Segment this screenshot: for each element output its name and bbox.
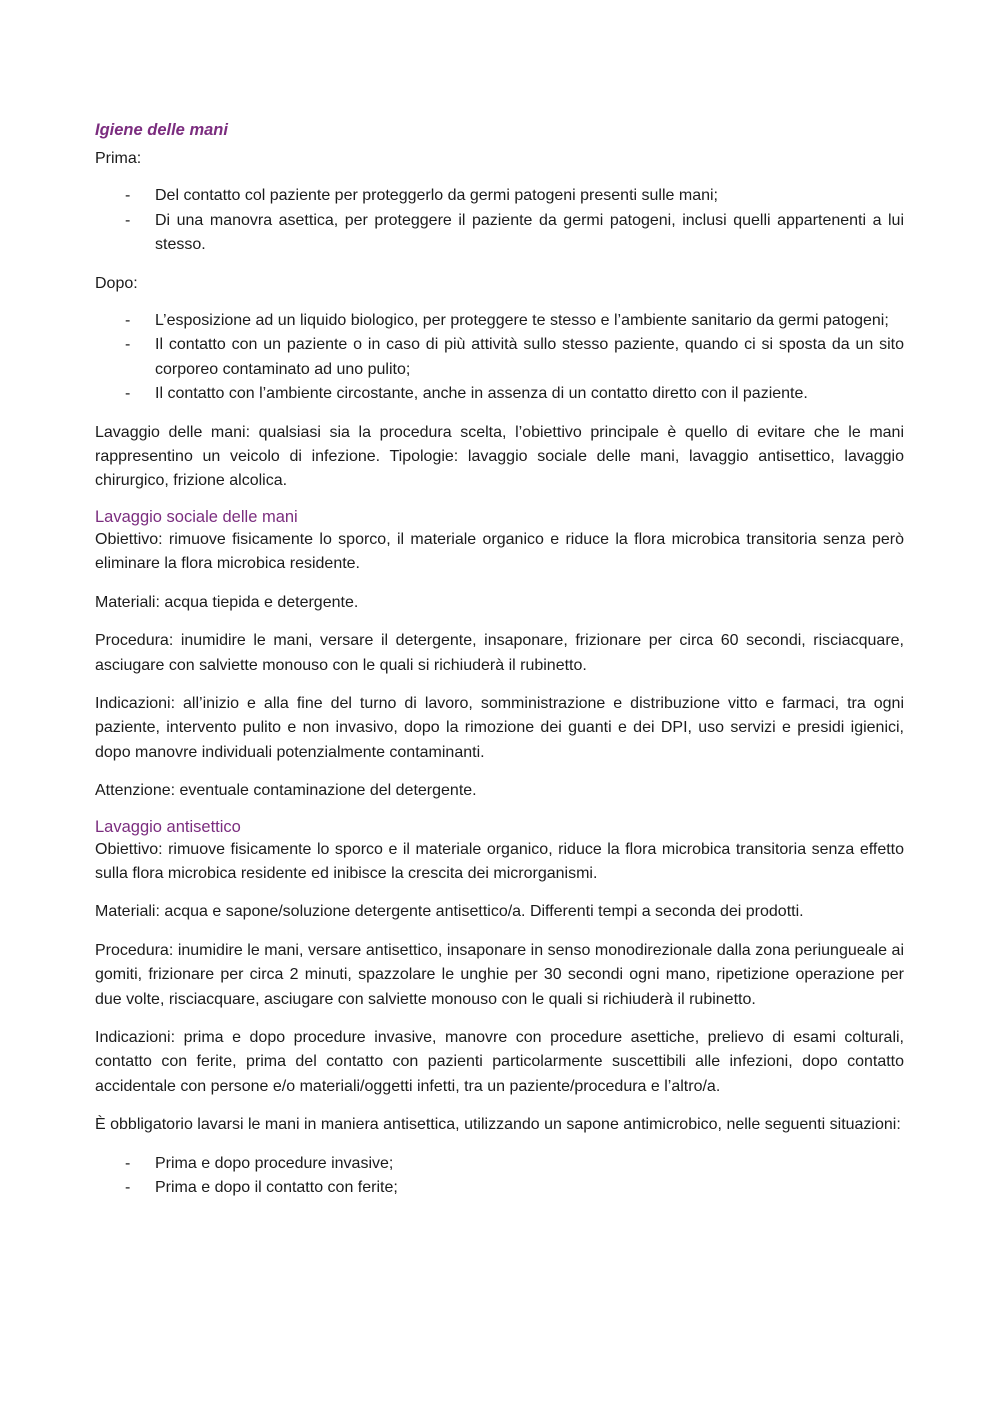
antisettico-obbligo: È obbligatorio lavarsi le mani in maniera antisettica, utilizzando un sapone antimicrobico, nelle seguenti situazioni: xyxy=(95,1116,901,1134)
dopo-label: Dopo: xyxy=(95,274,138,292)
dash-bullet: - xyxy=(125,385,131,403)
dash-bullet: - xyxy=(125,1154,131,1172)
list-item: - Prima e dopo procedure invasive; xyxy=(95,1152,904,1176)
sociale-materiali: Materiali: acqua tiepida e detergente. xyxy=(95,593,359,611)
dash-bullet: - xyxy=(125,1179,131,1196)
dash-bullet: - xyxy=(125,211,131,229)
dash-bullet: - xyxy=(125,187,131,205)
list-item: - Del contatto col paziente per proteggerlo da germi patogeni presenti sulle mani; xyxy=(95,184,904,208)
sociale-indicazioni: Indicazioni: all’inizio e alla fine del turno di lavoro, somministrazione e distribuzione vitto e farmaci, tra ogni paziente, intervento pulito e non invasivo, dopo la rimozione dei guanti e dei DPI, uso servizi e presidi igienici, dopo manovre individuali potenzialmente contaminanti. xyxy=(95,694,904,761)
antisettico-materiali: Materiali: acqua e sapone/soluzione detergente antisettico/a. Differenti tempi a seconda dei prodotti. xyxy=(95,903,804,921)
antisettico-obiettivo: Obiettivo: rimuove fisicamente lo sporco e il materiale organico, riduce la flora microbica transitoria senza effetto sulla flora microbica residente ed inibisce la crescita dei microrganismi. xyxy=(95,840,904,882)
antisettico-procedura: Procedura: inumidire le mani, versare antisettico, insaponare in senso monodirezionale dalla zona periungueale ai gomiti, frizionare per circa 2 minuti, spazzolare le unghie per 30 secondi ogni mano, ripetizione operazione per due volte, risciacquare, asciugare con salviette monouso con le quali si richiuderà il rubinetto. xyxy=(95,941,904,1008)
list-item: - L’esposizione ad un liquido biologico, per proteggere te stesso e l’ambiente sanitario da germi patogeni; xyxy=(95,309,904,333)
list-item: - Il contatto con un paziente o in caso di più attività sullo stesso paziente, quando ci si sposta da un sito corporeo contaminato ad uno pulito; xyxy=(95,333,904,382)
prima-list xyxy=(95,184,904,257)
sociale-obiettivo: Obiettivo: rimuove fisicamente lo sporco, il materiale organico e riduce la flora microbica transitoria senza però eliminare la flora microbica residente. xyxy=(95,530,904,573)
page-title: Igiene delle mani xyxy=(95,121,228,139)
prima-label: Prima: xyxy=(95,150,142,167)
list-item: - Prima e dopo il contatto con ferite; xyxy=(95,1176,904,1200)
list-item: - Il contatto con l’ambiente circostante, anche in assenza di un contatto diretto con il paziente. xyxy=(95,382,904,406)
lavaggio-intro: Lavaggio delle mani: qualsiasi sia la procedura scelta, l’obiettivo principale è quello di evitare che le mani rappresentino un veicolo di infezione. Tipologie: lavaggio sociale delle mani, lavaggio antisettico, lavaggio chirurgico, frizione alcolica. xyxy=(95,423,904,490)
dash-bullet: - xyxy=(125,312,131,330)
section-heading-sociale: Lavaggio sociale delle mani xyxy=(95,507,298,526)
sociale-attenzione: Attenzione: eventuale contaminazione del detergente. xyxy=(95,782,477,800)
list-item: - Di una manovra asettica, per proteggere il paziente da germi patogeni, inclusi quelli appartenenti a lui stesso. xyxy=(95,209,904,258)
antisettico-indicazioni: Indicazioni: prima e dopo procedure invasive, manovre con procedure asettiche, prelievo di esami colturali, contatto con ferite, prima del contatto con pazienti particolarmente suscettibili alle infezioni, dopo contatto accidentale con persone e/o materiali/oggetti infetti, tra un paziente/procedura e l’altro/a. xyxy=(95,1028,904,1095)
dash-bullet: - xyxy=(125,336,131,354)
sociale-procedura: Procedura: inumidire le mani, versare il detergente, insaponare, frizionare per circa 60 secondi, risciacquare, asciugare con salviette monouso con le quali si richiuderà il rubinetto. xyxy=(95,632,904,674)
obbligo-list xyxy=(95,1152,904,1201)
section-heading-antisettico: Lavaggio antisettico xyxy=(95,817,241,836)
dopo-list xyxy=(95,309,904,407)
